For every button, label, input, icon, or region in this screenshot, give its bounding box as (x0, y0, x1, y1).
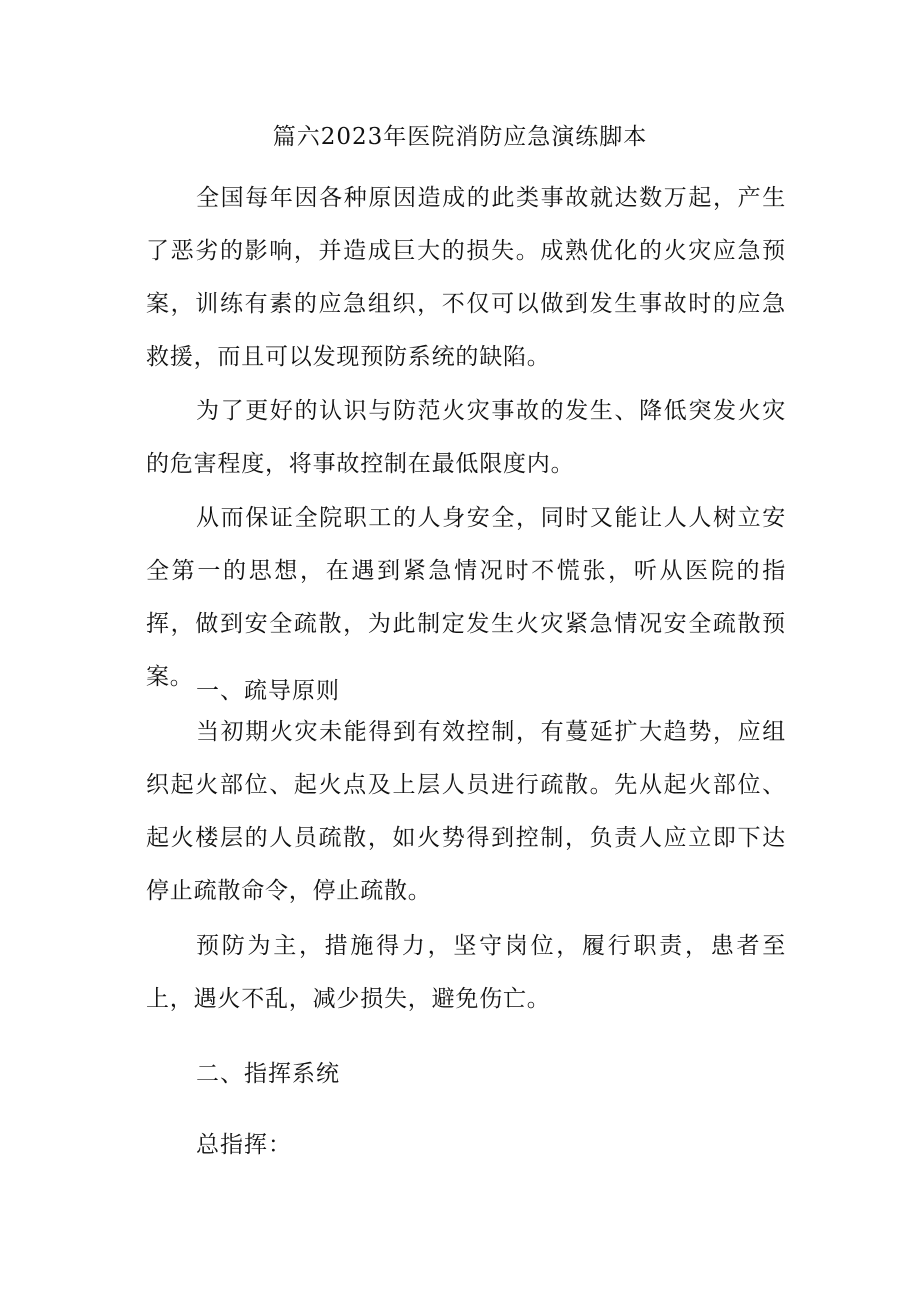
paragraph-evacuation: 当初期火灾未能得到有效控制，有蔓延扩大趋势，应组织起火部位、起火点及上层人员进行疏散。先从起火部位、起火楼层的人员疏散，如火势得到控制，负责人应立即下达停止疏散命令，停止疏散。 (146, 719, 786, 904)
heading-command-system: 二、指挥系统 (196, 1061, 340, 1087)
heading-evacuation-principles: 一、疏导原则 (196, 678, 340, 704)
document-title: 篇六2023年医院消防应急演练脚本 (272, 124, 648, 150)
paragraph-purpose: 为了更好的认识与防范火灾事故的发生、降低突发火灾的危害程度，将事故控制在最低限度内。 (146, 398, 786, 477)
heading-chief-commander: 总指挥： (196, 1132, 292, 1158)
paragraph-prevention: 预防为主，措施得力，坚守岗位，履行职责，患者至上，遇火不乱，减少损失，避免伤亡。 (146, 933, 786, 1012)
paragraph-safety: 从而保证全院职工的人身安全，同时又能让人人树立安全第一的思想，在遇到紧急情况时不慌张，听从医院的指挥，做到安全疏散，为此制定发生火灾紧急情况安全疏散预案。 (146, 505, 786, 690)
paragraph-intro: 全国每年因各种原因造成的此类事故就达数万起，产生了恶劣的影响，并造成巨大的损失。成熟优化的火灾应急预案，训练有素的应急组织，不仅可以做到发生事故时的应急救援，而且可以发现预防系统的缺陷。 (146, 185, 786, 370)
